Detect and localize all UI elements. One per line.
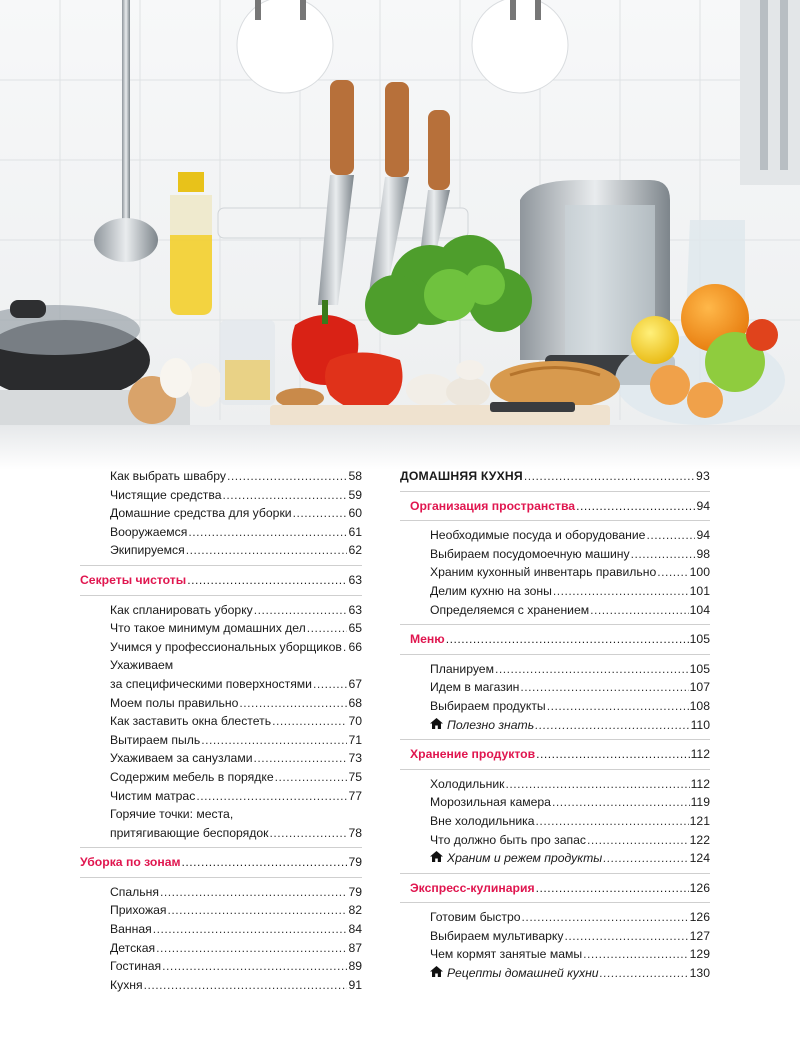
section-divider	[400, 624, 710, 625]
toc-entry-multiline[interactable]	[80, 805, 362, 842]
toc-entry[interactable]: Чистим матрас ..... 77	[80, 787, 362, 806]
section-divider	[80, 847, 362, 848]
toc-entry-highlight[interactable]: Рецепты домашней кухни ..... 130	[400, 964, 710, 983]
toc-entry[interactable]: Что такое минимум домашних дел ..... 65	[80, 619, 362, 638]
toc-entry[interactable]: Вытираем пыль ..... 71	[80, 731, 362, 750]
section-divider	[80, 565, 362, 566]
toc-part-home-kitchen[interactable]: ДОМАШНЯЯ КУХНЯ ..... 93	[400, 467, 710, 486]
page-number: 78	[348, 825, 362, 840]
toc-entry[interactable]: Экипируемся ..... 62	[80, 541, 362, 560]
toc-entry[interactable]: Домашние средства для уборки ..... 60	[80, 504, 362, 523]
toc-entry-multiline[interactable]	[80, 656, 362, 693]
toc-section-zones[interactable]: Уборка по зонам ..... 79	[80, 853, 362, 872]
toc-entry-highlight[interactable]: Храним и режем продукты ..... 124	[400, 849, 710, 868]
entry-line: Ухаживаем	[110, 658, 174, 673]
toc-entry[interactable]: Холодильник ..... 112	[400, 775, 710, 794]
toc-section-menu[interactable]: Меню ..... 105	[400, 630, 710, 649]
toc-entry[interactable]: Чем кормят занятые мамы ..... 129	[400, 945, 710, 964]
home-icon	[430, 849, 443, 868]
page-number: 67	[348, 676, 362, 691]
toc-entry[interactable]: Планируем ..... 105	[400, 660, 710, 679]
toc-entry[interactable]: Что должно быть про запас ..... 122	[400, 831, 710, 850]
toc-entry[interactable]: Прихожая ..... 82	[80, 901, 362, 920]
section-divider	[400, 902, 710, 903]
section-divider	[80, 877, 362, 878]
kitchen-photo	[0, 0, 800, 470]
toc-entry[interactable]: Содержим мебель в порядке ..... 75	[80, 768, 362, 787]
toc-entry[interactable]: Гостиная ..... 89	[80, 957, 362, 976]
toc-entry[interactable]: Как спланировать уборку ..... 63	[80, 601, 362, 620]
toc-section-organization[interactable]: Организация пространства ..... 94	[400, 497, 710, 516]
toc-entry[interactable]: Ухаживаем за санузлами ..... 73	[80, 749, 362, 768]
section-divider	[400, 739, 710, 740]
home-icon	[430, 964, 443, 983]
toc-entry[interactable]: Идем в магазин ..... 107	[400, 678, 710, 697]
entry-line: за специфическими поверхностями	[110, 676, 312, 691]
toc-entry[interactable]: Детская ..... 87	[80, 939, 362, 958]
section-divider	[400, 654, 710, 655]
toc-entry-highlight[interactable]: Полезно знать ..... 110	[400, 716, 710, 735]
section-divider	[400, 769, 710, 770]
toc-entry[interactable]: Вне холодильника ..... 121	[400, 812, 710, 831]
home-icon	[430, 716, 443, 735]
section-divider	[400, 491, 710, 492]
toc-entry[interactable]: Учимся у профессиональных уборщиков ..... 66	[80, 638, 362, 657]
toc-entry[interactable]: Выбираем мультиварку ..... 127	[400, 927, 710, 946]
toc-entry[interactable]: Кухня ..... 91	[80, 976, 362, 995]
section-divider	[400, 873, 710, 874]
section-divider	[400, 520, 710, 521]
toc-entry[interactable]: Необходимые посуда и оборудование ..... 94	[400, 526, 710, 545]
toc-entry[interactable]: Как выбрать швабру ..... 58	[80, 467, 362, 486]
toc-section-express[interactable]: Экспресс-кулинария ..... 126	[400, 879, 710, 898]
toc-entry[interactable]: Храним кухонный инвентарь правильно ..... 100	[400, 563, 710, 582]
toc-section-secrets[interactable]: Секреты чистоты ..... 63	[80, 571, 362, 590]
toc-entry[interactable]: Ванная ..... 84	[80, 920, 362, 939]
toc-entry[interactable]: Чистящие средства ..... 59	[80, 486, 362, 505]
toc-entry[interactable]: Определяемся с хранением ..... 104	[400, 601, 710, 620]
toc-entry[interactable]: Вооружаемся ..... 61	[80, 523, 362, 542]
toc-right-column	[400, 467, 710, 983]
entry-line: притягивающие беспорядок	[110, 825, 269, 840]
section-divider	[80, 595, 362, 596]
toc-entry[interactable]: Как заставить окна блестеть ..... 70	[80, 712, 362, 731]
toc-section-storage[interactable]: Хранение продуктов ..... 112	[400, 745, 710, 764]
toc-entry[interactable]: Спальня ..... 79	[80, 883, 362, 902]
toc-left-column	[80, 467, 362, 994]
toc-entry[interactable]: Готовим быстро ..... 126	[400, 908, 710, 927]
toc-entry[interactable]: Выбираем посудомоечную машину ..... 98	[400, 545, 710, 564]
toc-entry[interactable]: Делим кухню на зоны ..... 101	[400, 582, 710, 601]
toc-entry[interactable]: Моем полы правильно ..... 68	[80, 694, 362, 713]
entry-line: Горячие точки: места,	[110, 807, 234, 822]
toc-entry[interactable]: Морозильная камера ..... 119	[400, 793, 710, 812]
toc-entry[interactable]: Выбираем продукты ..... 108	[400, 697, 710, 716]
